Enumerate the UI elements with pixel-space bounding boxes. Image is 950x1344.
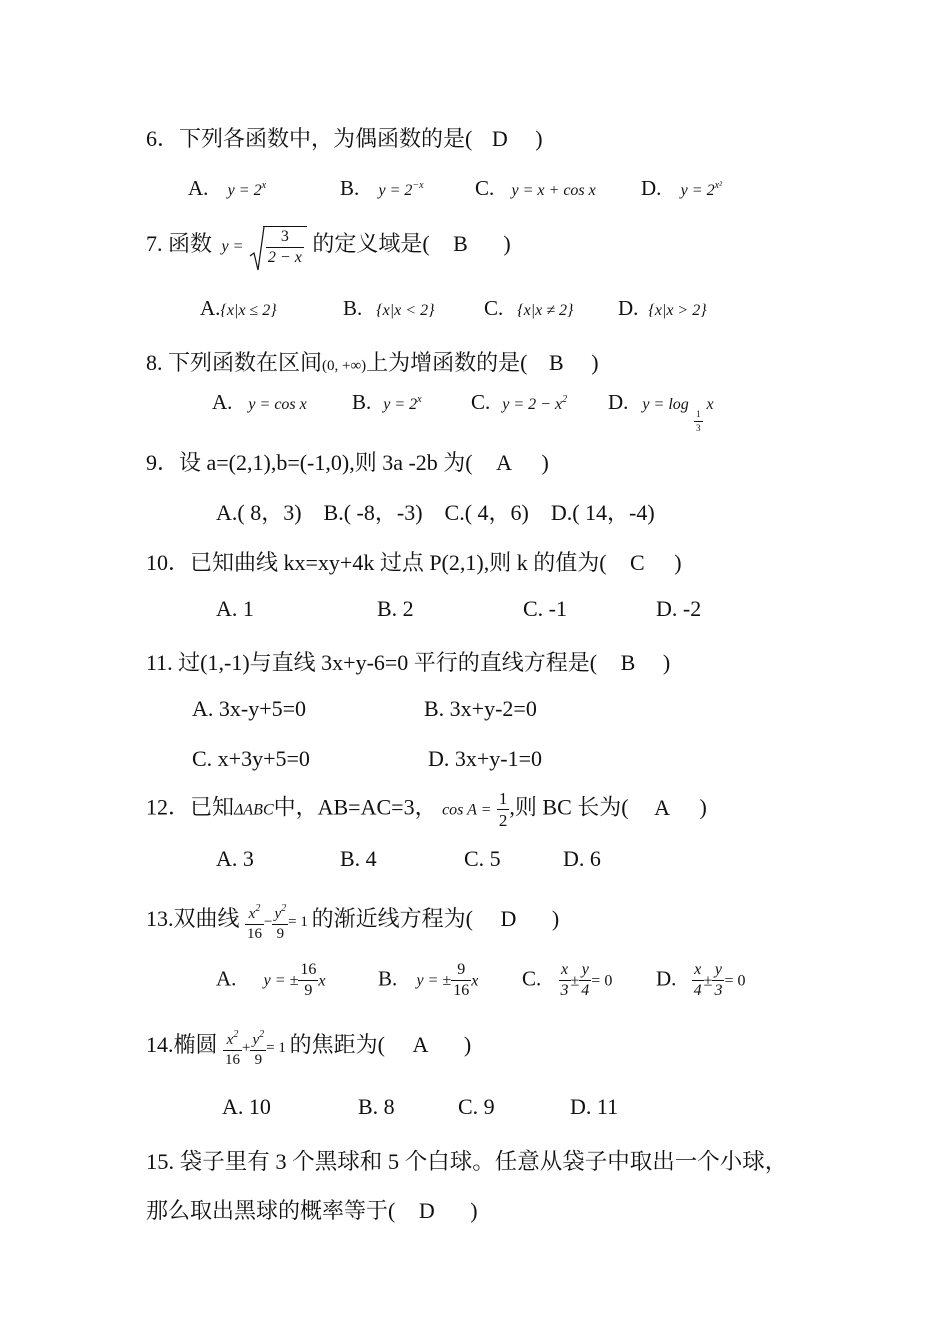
question-11-option-a: A. 3x-y+5=0 bbox=[192, 696, 307, 721]
question-8-answer: B bbox=[549, 350, 564, 375]
question-8-option-d bbox=[608, 390, 714, 433]
fraction-denominator: 4 bbox=[581, 982, 590, 999]
question-11-stem bbox=[146, 646, 670, 677]
fraction-numerator: x bbox=[692, 962, 704, 981]
question-15-close: ) bbox=[470, 1198, 478, 1223]
option-label: A. bbox=[216, 966, 237, 991]
question-8-option-c bbox=[471, 390, 567, 415]
question-13-prefix: 13.双曲线 bbox=[146, 906, 240, 931]
question-7-suffix: 的定义域是( bbox=[312, 231, 430, 257]
question-14-prefix: 14.椭圆 bbox=[146, 1032, 218, 1057]
question-7-option-c bbox=[484, 296, 573, 321]
question-9-stem bbox=[146, 446, 549, 477]
log-base-numerator: 1 bbox=[694, 410, 703, 422]
question-7-option-d bbox=[618, 296, 707, 321]
question-6-option-c bbox=[475, 176, 596, 201]
fraction bbox=[266, 229, 304, 266]
question-12-option-d: D. 6 bbox=[563, 846, 601, 871]
option-label: C. bbox=[471, 390, 491, 414]
question-7-prefix: 7. 函数 bbox=[146, 231, 213, 257]
question-8-suffix: 上为增函数的是( bbox=[366, 350, 528, 375]
question-9-text: 9．设 a=(2,1),b=(-1,0),则 3a -2b 为( bbox=[146, 450, 473, 475]
fraction-denominator: 3 bbox=[560, 982, 569, 999]
fraction-denominator: 4 bbox=[693, 982, 702, 999]
question-10-stem bbox=[146, 546, 682, 577]
option-expr: {x|x < 2} bbox=[376, 302, 435, 319]
option-exponent: x bbox=[261, 180, 267, 191]
option-label: C. bbox=[484, 296, 504, 320]
fraction-denominator: 16 bbox=[453, 982, 470, 999]
option-lhs: y = ± bbox=[416, 972, 452, 990]
option-label: C. bbox=[522, 966, 542, 991]
fraction-numerator: y bbox=[579, 962, 591, 981]
option-label: D. bbox=[618, 296, 639, 320]
function-lhs: y = bbox=[221, 238, 244, 256]
question-12-suffix: ,则 BC 长为( bbox=[509, 794, 629, 820]
question-12-stem bbox=[146, 790, 707, 829]
log-base-denominator: 3 bbox=[696, 423, 701, 433]
question-12-option-c: C. 5 bbox=[464, 846, 501, 871]
question-8-prefix: 8. 下列函数在区间 bbox=[146, 350, 323, 375]
option-tail: = 0 bbox=[724, 972, 746, 990]
option-label: A. bbox=[188, 176, 209, 200]
fraction-numerator: 3 bbox=[266, 229, 304, 248]
option-label: C. bbox=[475, 176, 495, 200]
radical-sign-icon bbox=[249, 226, 265, 272]
question-13-suffix: 的渐近线方程为( bbox=[311, 906, 473, 931]
question-12-answer: A bbox=[654, 794, 670, 820]
fraction-denominator: 3 bbox=[714, 982, 723, 999]
question-14-answer: A bbox=[412, 1032, 429, 1057]
option-expr: y = 2 bbox=[383, 396, 418, 413]
question-10-option-d: D. -2 bbox=[656, 596, 702, 621]
plus-minus: ± bbox=[703, 972, 713, 990]
question-6-option-b bbox=[340, 176, 424, 201]
option-expr: {x|x ≠ 2} bbox=[517, 302, 574, 319]
fraction bbox=[579, 962, 591, 999]
option-expr: {x|x ≤ 2} bbox=[220, 302, 277, 319]
question-9-answer: A bbox=[496, 450, 513, 475]
fraction bbox=[559, 962, 571, 999]
option-tail: x bbox=[318, 972, 326, 990]
fraction bbox=[298, 962, 318, 999]
question-14-option-b: B. 8 bbox=[358, 1094, 395, 1119]
fraction bbox=[712, 962, 724, 999]
question-12-option-a: A. 3 bbox=[216, 846, 254, 871]
question-12-option-b: B. 4 bbox=[340, 846, 377, 871]
question-13-option-d bbox=[656, 962, 745, 999]
question-10-answer: C bbox=[630, 550, 645, 575]
question-10-option-c: C. -1 bbox=[523, 596, 567, 621]
question-7-close: ) bbox=[503, 231, 511, 257]
question-13-stem bbox=[146, 902, 559, 942]
option-label: A. bbox=[212, 390, 233, 414]
question-11-option-b: B. 3x+y-2=0 bbox=[424, 696, 537, 721]
fraction-numerator: 9 bbox=[451, 962, 471, 981]
question-6-close: ) bbox=[535, 126, 543, 151]
question-7-stem bbox=[146, 226, 511, 266]
question-14-stem bbox=[146, 1028, 471, 1068]
option-exponent: 2 bbox=[562, 394, 568, 405]
question-14-close: ) bbox=[463, 1032, 472, 1057]
cos-lhs: cos A = bbox=[442, 801, 492, 819]
fraction-numerator: y bbox=[712, 962, 724, 981]
option-label: B. bbox=[378, 966, 398, 991]
question-10-option-b: B. 2 bbox=[377, 596, 414, 621]
option-label: D. bbox=[608, 390, 629, 414]
question-7-option-a bbox=[200, 296, 277, 321]
option-label: B. bbox=[343, 296, 363, 320]
fraction-denominator: 9 bbox=[304, 982, 313, 999]
option-label: A. bbox=[200, 296, 221, 320]
option-lhs: y = ± bbox=[263, 972, 299, 990]
option-label: B. bbox=[340, 176, 360, 200]
option-exponent: −x bbox=[412, 180, 424, 191]
hyperbola-equation: $\frac{x^2}{16}$ − $\frac{y^2}{9}$ = 1 bbox=[247, 902, 312, 942]
question-10-option-a: A. 1 bbox=[216, 596, 254, 621]
question-12-close: ) bbox=[699, 794, 707, 820]
plus-minus: ± bbox=[570, 972, 580, 990]
option-tail: x bbox=[702, 396, 714, 413]
question-12-middle: 中，AB=AC=3， bbox=[273, 794, 437, 820]
option-tail: = 0 bbox=[591, 972, 613, 990]
question-12-prefix: 12．已知 bbox=[146, 794, 235, 820]
interval: (0, +∞) bbox=[322, 358, 367, 374]
option-expr: y = 2 − x bbox=[502, 396, 563, 413]
log-base-fraction bbox=[694, 410, 703, 433]
question-14-option-d: D. 11 bbox=[570, 1094, 619, 1119]
fraction-numerator: x bbox=[559, 962, 571, 981]
question-9-options: A.( 8，3) B.( -8，-3) C.( 4，6) D.( 14，-4) bbox=[216, 500, 655, 525]
question-7-answer: B bbox=[453, 231, 468, 257]
square-root bbox=[249, 226, 307, 266]
question-11-close: ) bbox=[662, 650, 671, 675]
question-13-answer: D bbox=[500, 906, 517, 931]
question-15-answer: D bbox=[418, 1198, 435, 1223]
option-expr: {x|x > 2} bbox=[648, 302, 707, 319]
question-8-stem bbox=[146, 346, 599, 377]
question-6-stem bbox=[146, 122, 543, 153]
question-10-close: ) bbox=[674, 550, 682, 575]
question-11-answer: B bbox=[620, 650, 636, 675]
fraction-denominator: 2 − x bbox=[267, 249, 302, 266]
question-11-text: 11. 过(1,-1)与直线 3x+y-6=0 平行的直线方程是( bbox=[146, 650, 598, 675]
question-10-text: 10．已知曲线 kx=xy+4k 过点 P(2,1),则 k 的值为( bbox=[146, 550, 607, 575]
question-15-line-1: 15. 袋子里有 3 个黑球和 5 个白球。任意从袋子中取出一个小球， bbox=[146, 1149, 788, 1174]
question-8-option-b bbox=[352, 390, 422, 415]
option-exponent: x bbox=[417, 394, 422, 405]
fraction bbox=[497, 790, 510, 829]
option-exponent: x² bbox=[714, 180, 723, 191]
question-11-option-d: D. 3x+y-1=0 bbox=[428, 746, 543, 771]
question-15-text: 那么取出黑球的概率等于( bbox=[146, 1198, 396, 1223]
question-11-option-c: C. x+3y+5=0 bbox=[192, 746, 310, 771]
question-13-option-c bbox=[522, 962, 612, 999]
question-15-line-2 bbox=[146, 1194, 478, 1225]
question-8-close: ) bbox=[591, 350, 599, 375]
question-7-option-b bbox=[343, 296, 434, 321]
option-expr: y = 2 bbox=[680, 182, 715, 199]
option-expr: y = x + cos x bbox=[511, 182, 596, 199]
question-6-option-a bbox=[188, 176, 266, 201]
question-14-option-a: A. 10 bbox=[222, 1094, 271, 1119]
fraction-numerator: 1 bbox=[498, 789, 508, 808]
question-8-option-a bbox=[212, 390, 307, 415]
option-label: D. bbox=[656, 966, 677, 991]
question-6-answer: D bbox=[491, 126, 508, 151]
option-label: D. bbox=[641, 176, 662, 200]
fraction-denominator: 2 bbox=[498, 811, 508, 830]
question-14-suffix: 的焦距为( bbox=[289, 1032, 385, 1057]
option-expr: y = 2 bbox=[227, 182, 262, 199]
question-13-option-b bbox=[378, 962, 478, 999]
fraction bbox=[451, 962, 471, 999]
ellipse-equation: $\frac{x^2}{16}$ + $\frac{y^2}{9}$ = 1 bbox=[225, 1028, 290, 1068]
fraction-numerator: 16 bbox=[298, 962, 318, 981]
option-tail: x bbox=[471, 972, 479, 990]
option-label: B. bbox=[352, 390, 372, 414]
question-6-option-d bbox=[641, 176, 722, 201]
option-expr: y = log bbox=[642, 396, 689, 413]
option-expr: y = 2 bbox=[378, 182, 413, 199]
option-expr: y = cos x bbox=[248, 396, 307, 413]
question-13-close: ) bbox=[551, 906, 560, 931]
fraction bbox=[692, 962, 704, 999]
question-14-option-c: C. 9 bbox=[458, 1094, 495, 1119]
question-13-option-a bbox=[216, 962, 325, 999]
question-6-text: 6．下列各函数中，为偶函数的是( bbox=[146, 126, 473, 151]
question-9-close: ) bbox=[541, 450, 549, 475]
triangle: ΔABC bbox=[234, 801, 274, 819]
